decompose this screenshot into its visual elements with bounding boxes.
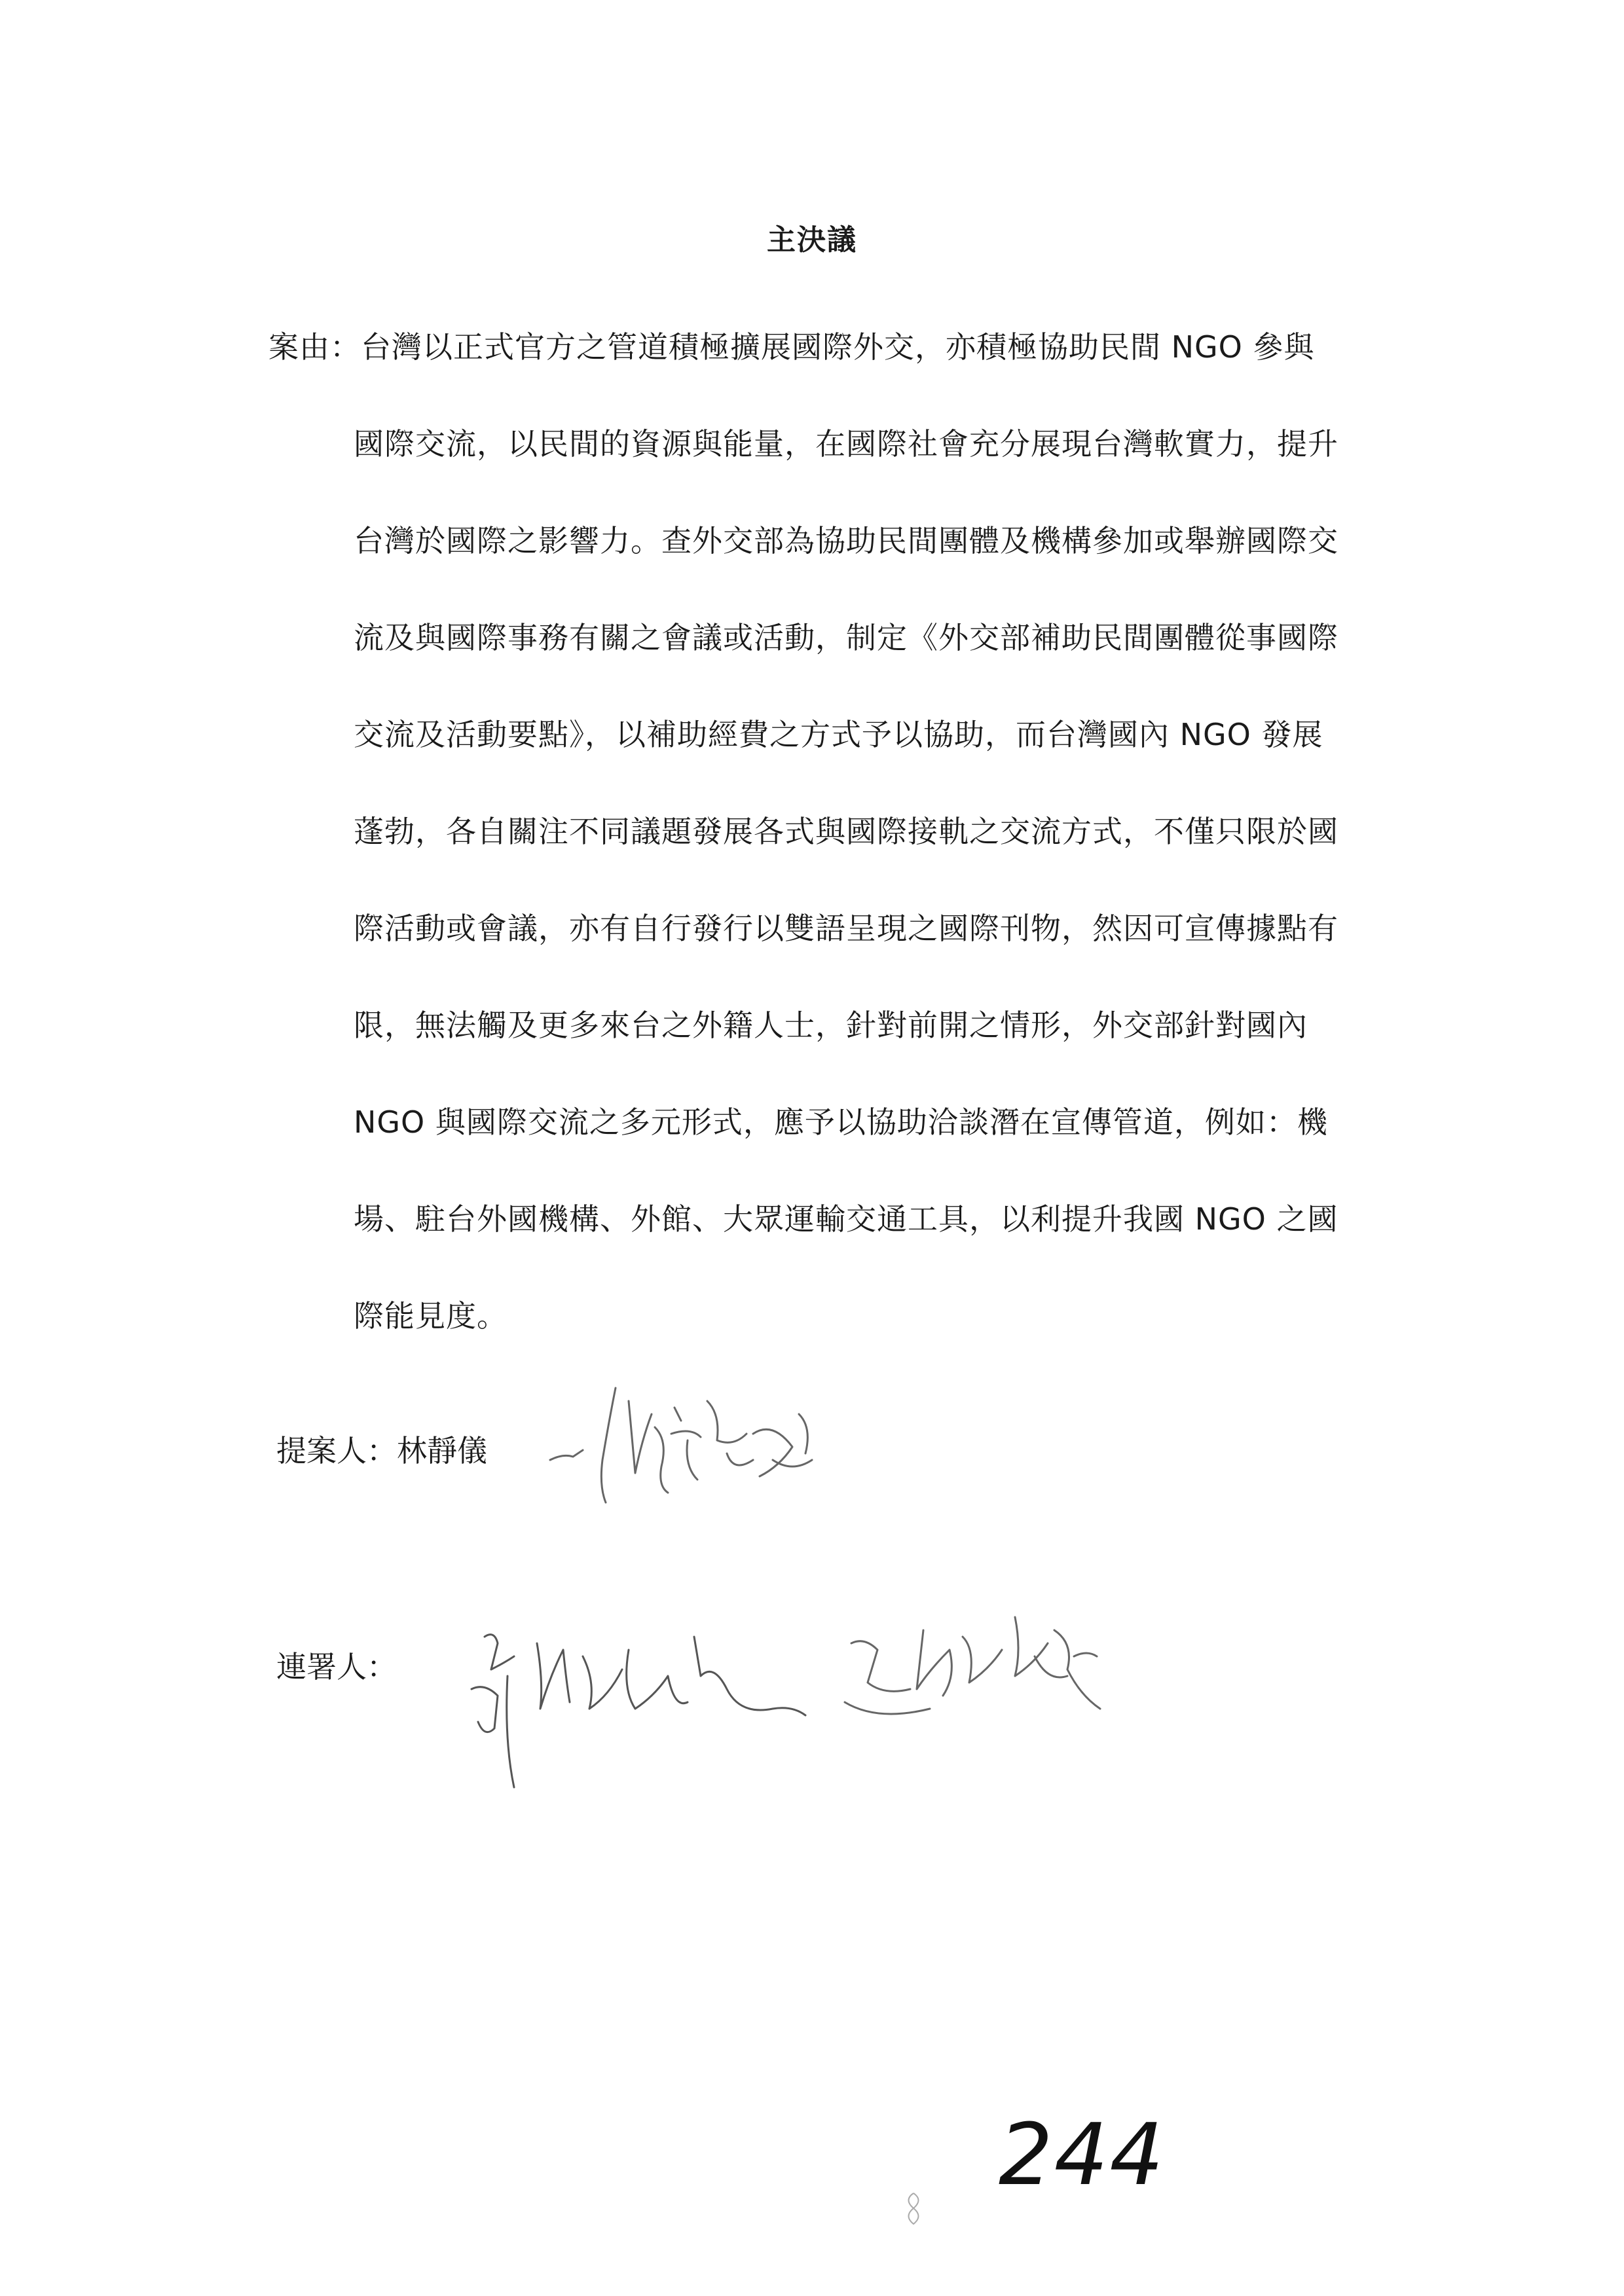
reason-line: 流及與國際事務有關之會議或活動，制定《外交部補助民間團體從事國際	[354, 620, 1338, 655]
cosigner-signature	[838, 1591, 1113, 1748]
pen-mark	[900, 2190, 927, 2229]
reason-line: 限，無法觸及更多來台之外籍人士，針對前開之情形，外交部針對國內	[354, 1008, 1308, 1043]
reason-line: 台灣於國際之影響力。查外交部為協助民間團體及機構參加或舉辦國際交	[354, 523, 1338, 558]
reason-line: 蓬勃，各自關注不同議題發展各式與國際接軌之交流方式，不僅只限於國	[354, 814, 1338, 849]
reason-line: NGO 與國際交流之多元形式，應予以協助洽談潛在宣傳管道，例如：機	[354, 1104, 1328, 1140]
proposer-signature	[537, 1362, 851, 1519]
reason-line: 國際交流，以民間的資源與能量，在國際社會充分展現台灣軟實力，提升	[354, 426, 1338, 462]
page-number: 244	[999, 2105, 1166, 2204]
reason-line: 案由：台灣以正式官方之管道積極擴展國際外交，亦積極協助民間 NGO 參與	[268, 329, 1315, 365]
proposer-label: 提案人：林靜儀	[276, 1433, 487, 1468]
page-title: 主決議	[767, 223, 857, 257]
reason-line: 際活動或會議，亦有自行發行以雙語呈現之國際刊物，然因可宣傳據點有	[354, 911, 1338, 946]
cosigner-label: 連署人：	[276, 1649, 397, 1685]
cosigner-signature	[458, 1597, 812, 1807]
reason-line: 場、駐台外國機構、外館、大眾運輸交通工具，以利提升我國 NGO 之國	[354, 1201, 1338, 1237]
reason-line: 交流及活動要點》，以補助經費之方式予以協助，而台灣國內 NGO 發展	[354, 717, 1323, 752]
reason-line: 際能見度。	[354, 1298, 507, 1334]
